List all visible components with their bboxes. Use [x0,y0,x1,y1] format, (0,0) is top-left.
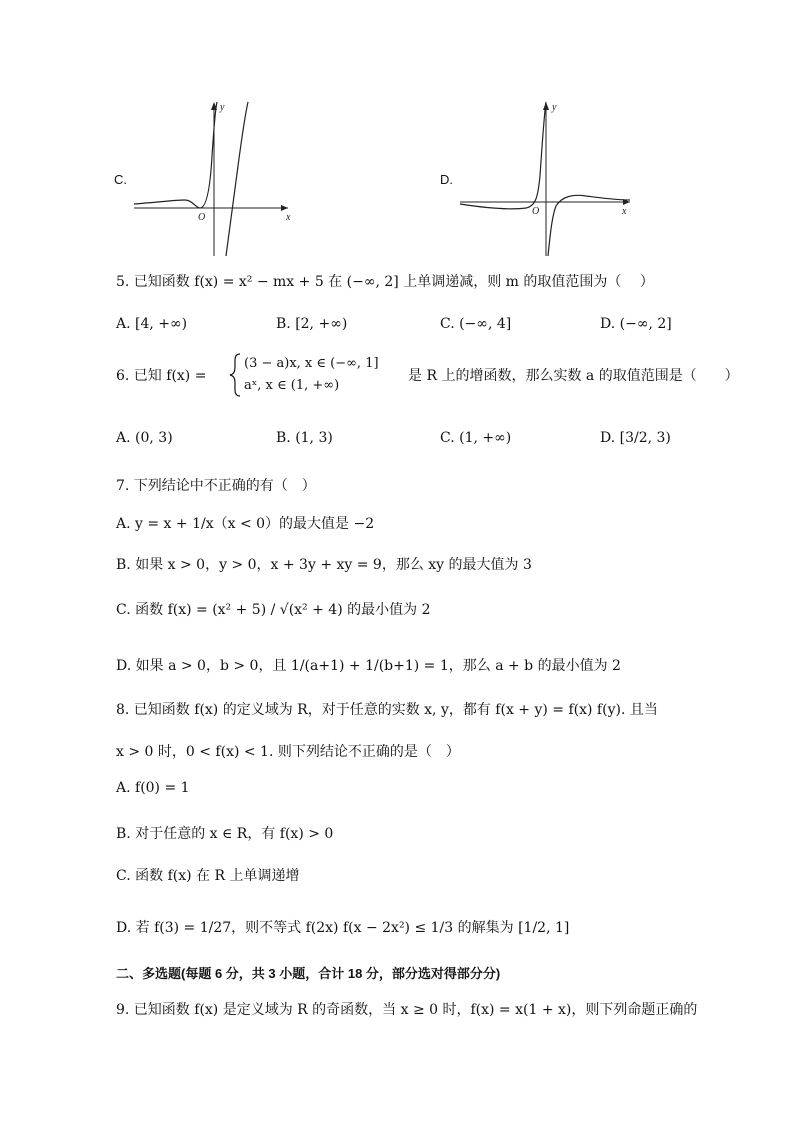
graph-c-y-label: y [220,102,225,113]
question-8-option-c: C. 函数 f(x) 在 R 上单调递增 [116,868,300,884]
graph-c-label: C. [114,172,127,187]
question-8-stem-line-1: 8. 已知函数 f(x) 的定义域为 R，对于任意的实数 x, y，都有 f(x + y) = f(x) f(y). 且当 [116,702,658,718]
question-6-stem-suffix: 是 R 上的增函数，那么实数 a 的取值范围是（ ） [408,368,739,384]
question-8-option-d: D. 若 f(3) = 1/27，则不等式 f(2x) f(x − 2x²) ≤ 1/3 的解集为 [1/2, 1] [116,920,570,936]
question-5-option-c: C. (−∞, 4] [440,316,512,332]
question-7-stem: 7. 下列结论中不正确的有（ ） [116,478,316,494]
question-8-option-b: B. 对于任意的 x ∈ R，有 f(x) > 0 [116,826,334,842]
graph-d-origin-label: O [532,206,540,217]
question-6-stem-prefix: 6. 已知 f(x) = [116,368,207,384]
question-7-option-a: A. y = x + 1/x（x < 0）的最大值是 −2 [116,516,375,532]
graph-d [456,96,636,258]
question-6-piece-1: (3 − a)x, x ∈ (−∞, 1] [244,356,379,371]
question-7-option-d: D. 如果 a > 0，b > 0，且 1/(a+1) + 1/(b+1) = 1，那么 a + b 的最小值为 2 [116,658,621,674]
question-6-option-a: A. (0, 3) [116,430,173,446]
question-5-option-a: A. [4, +∞) [116,316,188,332]
question-7-option-c: C. 函数 f(x) = (x² + 5) / √(x² + 4) 的最小值为 2 [116,602,431,618]
graph-c [130,96,300,258]
graph-d-y-label: y [552,102,557,113]
question-6-option-b: B. (1, 3) [276,430,333,446]
question-6-piece-2: aˣ, x ∈ (1, +∞) [244,378,340,393]
graph-d-x-label: x [622,206,627,217]
question-5-option-b: B. [2, +∞) [276,316,348,332]
question-5-stem: 5. 已知函数 f(x) = x² − mx + 5 在 (−∞, 2] 上单调递减，则 m 的取值范围为（ ） [116,274,654,290]
section-title: 二、多选题(每题 6 分，共 3 小题，合计 18 分，部分选对得部分分) [116,966,501,981]
question-8-option-a: A. f(0) = 1 [116,780,190,796]
question-5-option-d: D. (−∞, 2] [600,316,672,332]
question-6-option-d: D. [3/2, 3) [600,430,671,446]
graph-c-x-label: x [286,212,291,223]
question-9-stem: 9. 已知函数 f(x) 是定义域为 R 的奇函数，当 x ≥ 0 时，f(x) = x(1 + x)，则下列命题正确的 [116,1002,698,1018]
question-7-option-b: B. 如果 x > 0，y > 0，x + 3y + xy = 9，那么 xy 的最大值为 3 [116,557,532,573]
question-6-option-c: C. (1, +∞) [440,430,512,446]
question-6-brace [228,352,242,398]
graph-d-label: D. [440,172,453,187]
question-8-stem-line-2: x > 0 时，0 < f(x) < 1. 则下列结论不正确的是（ ） [116,744,460,760]
graph-c-origin-label: O [198,212,206,223]
